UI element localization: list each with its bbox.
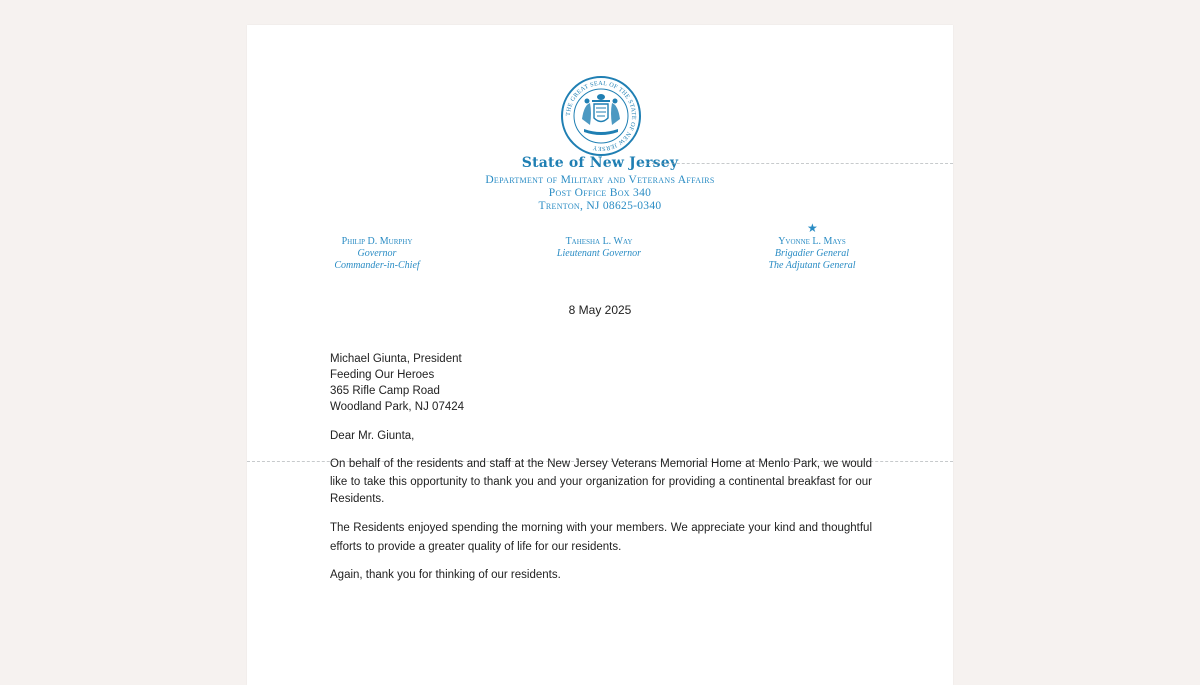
letter-paragraph: On behalf of the residents and staff at the New Jersey Veterans Memorial Home at Menlo Park, we would like to take this opportunity to thank you and your organization for providing a continental breakfast for our Residents. [330, 458, 872, 505]
recipient-line: 365 Rifle Camp Road [330, 385, 440, 397]
recipient-line: Woodland Park, NJ 07424 [330, 401, 465, 413]
recipient-address [330, 351, 464, 415]
letter-paragraph: The Residents enjoyed spending the morning with your members. We appreciate your kind and thoughtful efforts to provide a greater quality of life for our residents. [330, 522, 872, 553]
official-name: Tahesha L. Way [565, 236, 633, 247]
star-icon: ★ [807, 221, 818, 235]
official-title: Governor [357, 248, 397, 259]
recipient-line: Feeding Our Heroes [330, 369, 435, 381]
official-title: The Adjutant General [768, 260, 856, 271]
official-name: Philip D. Murphy [341, 236, 413, 247]
letter-paragraph: Again, thank you for thinking of our residents. [330, 569, 561, 581]
letter-page [247, 25, 953, 685]
state-seal-icon [560, 75, 642, 157]
po-box: Post Office Box 340 [548, 187, 652, 199]
scan-artifact-line [647, 163, 953, 164]
official-title: Commander-in-Chief [334, 260, 420, 271]
department-name: Department of Military and Veterans Affairs [485, 174, 715, 186]
official-lt-governor [509, 236, 689, 260]
recipient-line: Michael Giunta, President [330, 353, 462, 365]
city-line: Trenton, NJ 08625-0340 [538, 200, 662, 212]
official-name: Yvonne L. Mays [778, 236, 846, 247]
salutation: Dear Mr. Giunta, [330, 430, 415, 442]
official-governor [287, 236, 467, 272]
state-name: State of New Jersey [521, 155, 679, 171]
official-adjutant-general [722, 236, 902, 272]
official-title: Lieutenant Governor [556, 248, 642, 259]
letter-date: 8 May 2025 [568, 303, 632, 317]
seal-text: THE GREAT SEAL OF THE STATE OF NEW JERSEY [564, 79, 638, 153]
official-title: Brigadier General [774, 248, 850, 259]
